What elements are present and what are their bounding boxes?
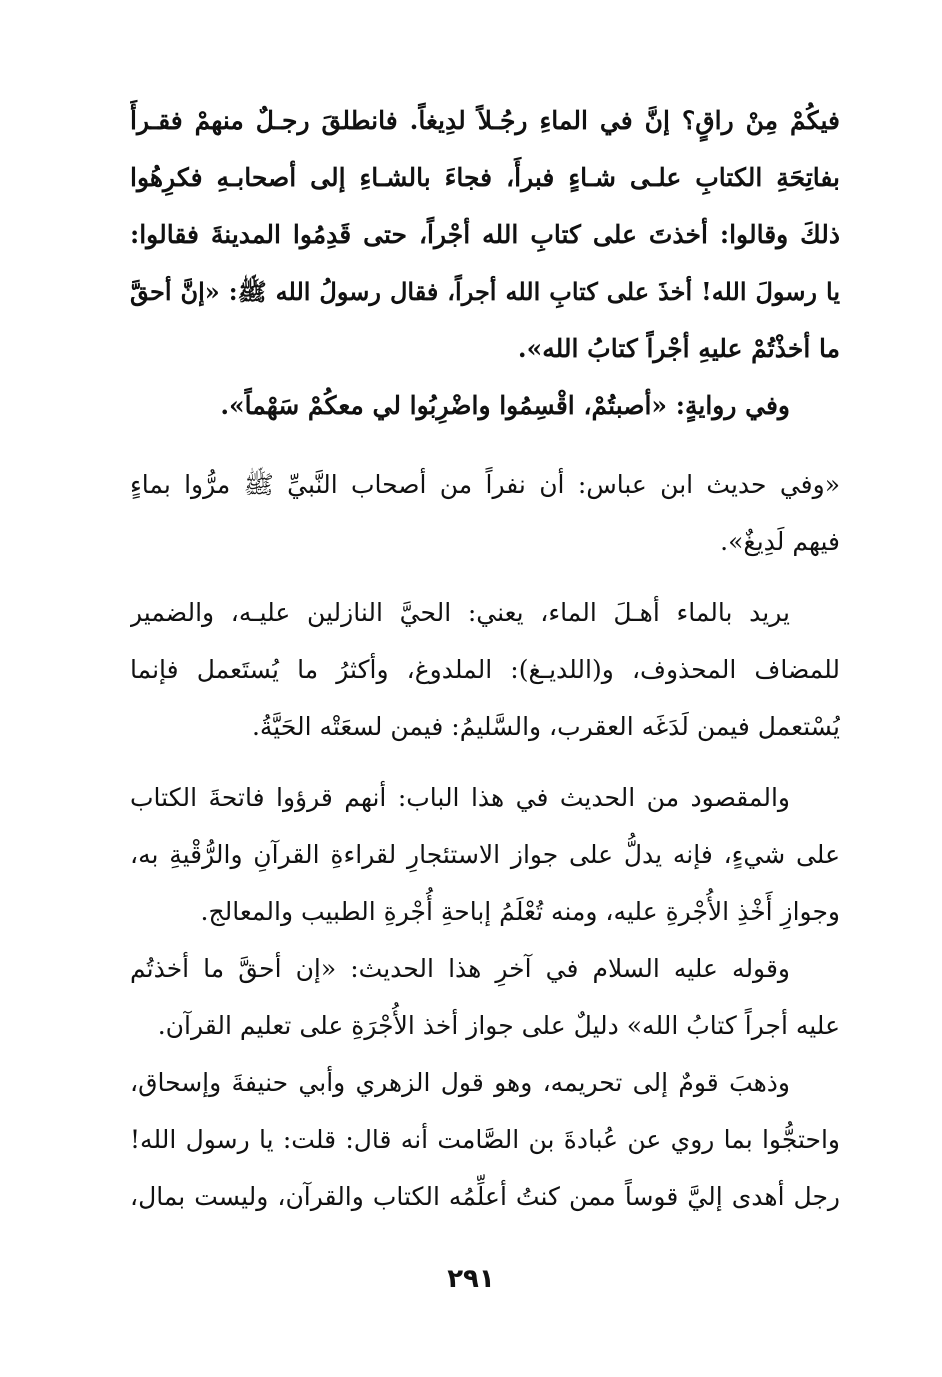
text-line: وفي روايةٍ: «أصبتُمْ، اقْسِمُوا واضْرِبُوا لي معكُمْ سَهْماً». bbox=[220, 391, 790, 420]
paragraph-explanation bbox=[130, 584, 840, 755]
paragraph-ibn-abbas bbox=[130, 456, 840, 570]
page-body bbox=[130, 92, 840, 1225]
text-line: وذهبَ قومٌ إلى تحريمه، وهو قول الزهري وأبي حنيفةَ وإسحاق، bbox=[130, 1068, 790, 1097]
text-line: واحتجُّوا بما روي عن عُبادةَ بن الصَّامت أنه قال: قلت: يا رسول الله! bbox=[130, 1125, 840, 1154]
text-line: وقوله عليه السلام في آخرِ هذا الحديث: «إن أحقَّ ما أخذتُم bbox=[130, 954, 790, 983]
text-line: ذلكَ وقالوا: أخذتَ على كتابِ الله أجْراً، حتى قَدِمُوا المدينةَ فقالوا: bbox=[130, 220, 840, 249]
paragraph-hadith bbox=[130, 92, 840, 377]
text-line: فيهم لَدِيغٌ». bbox=[720, 527, 840, 556]
page-number: ٢٩١ bbox=[447, 1264, 495, 1294]
text-line: فيكُمْ مِنْ راقٍ؟ إنَّ في الماءِ رجُـلاً لدِيغاً. فانطلقَ رجـلٌ منهمْ فقـرأَ bbox=[130, 106, 840, 135]
paragraph-narration bbox=[130, 377, 840, 434]
text-line: رجل أهدى إليَّ قوساً ممن كنتُ أعلِّمُه الكتاب والقرآن، وليست بمال، bbox=[130, 1182, 840, 1211]
paragraph-prohibition bbox=[130, 1054, 840, 1225]
text-line: يُسْتعمل فيمن لَدَغَه العقرب، والسَّليمُ: فيمن لسعَتْه الحَيَّةُ. bbox=[251, 712, 840, 741]
text-line: للمضاف المحذوف، و(اللديـغ): الملدوغ، وأكثرُ ما يُستَعمل فإنما bbox=[130, 655, 840, 684]
paragraph-purpose bbox=[130, 769, 840, 940]
text-line: يريد بالماء أهـلَ الماء، يعني: الحيَّ النازلين عليـه، والضمير bbox=[130, 598, 790, 627]
text-line: يا رسولَ الله! أخذَ على كتابِ الله أجراً، فقال رسولُ الله ﷺ: «إنَّ أحقَّ bbox=[130, 277, 840, 306]
text-line: «وفي حديث ابن عباس: أن نفراً من أصحاب النَّبيِّ ﷺ مرُّوا بماءٍ bbox=[130, 470, 840, 499]
paragraph-saying bbox=[130, 940, 840, 1054]
text-line: عليه أجراً كتابُ الله» دليلٌ على جواز أخذ الأُجْرَةِ على تعليم القرآن. bbox=[157, 1011, 840, 1040]
text-line: والمقصود من الحديث في هذا الباب: أنهم قرؤوا فاتحةَ الكتاب bbox=[130, 783, 790, 812]
text-line: ما أخذْتُمْ عليهِ أجْراً كتابُ الله». bbox=[517, 334, 840, 363]
text-line: على شيءٍ، فإنه يدلُّ على جواز الاستئجارِ لقراءةِ القرآنِ والرُّقْيةِ به، bbox=[130, 840, 840, 869]
text-line: وجوازِ أَخْذِ الأُجْرةِ عليه، ومنه تُعْلَمُ إباحةِ أُجْرةِ الطبيب والمعالج. bbox=[200, 897, 840, 926]
text-line: بفاتِحَةِ الكتابِ علـى شـاءٍ فبرأَ، فجاءَ بالشـاءِ إلى أصحابـهِ فكرِهُوا bbox=[130, 163, 840, 192]
